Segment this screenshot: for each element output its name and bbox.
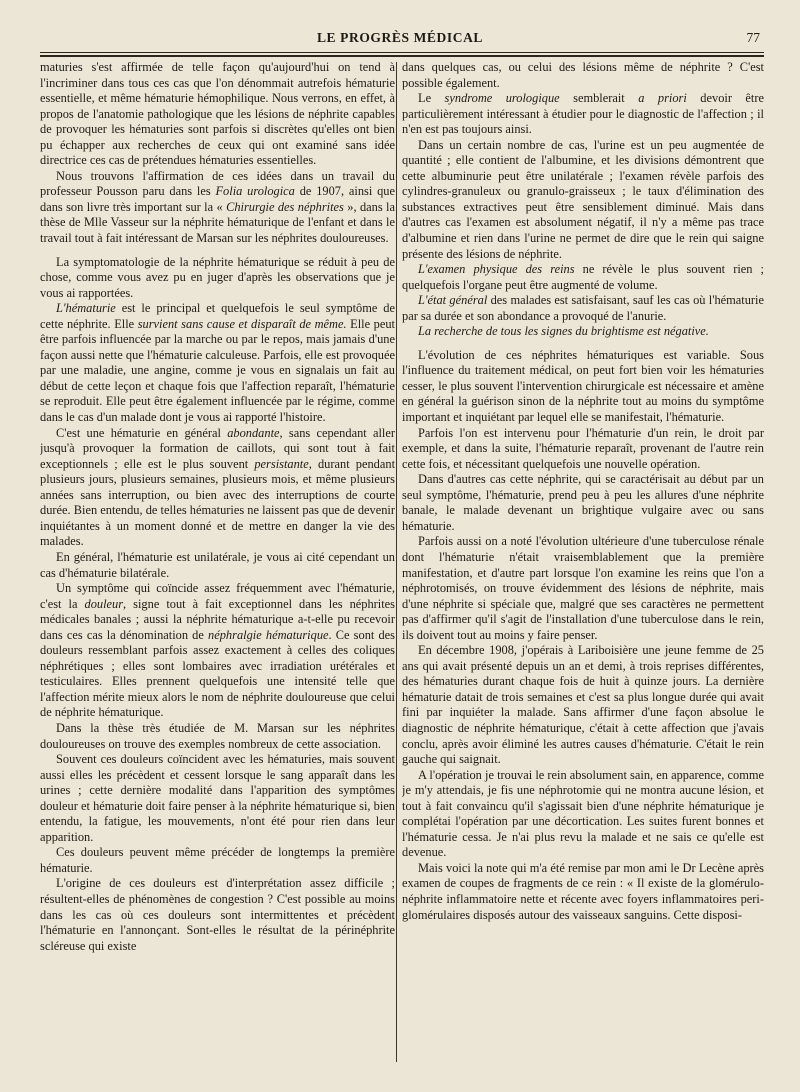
paragraph: C'est une hématurie en général abondante, sans cependant aller jusqu'à provoquer la formation de caillots, qui sont tout à fait exceptionnels ; elle est le plus souvent persistante, durant pendant plusieurs jours, plusieurs semaines, plusieurs mois, et même plusieurs années sans interruption, ou bien avec des interruptions de courte durée. Bien entendu, de telles hématuries ne laissent pas que de devenir inquiétantes à un moment donné et de mettre en danger la vie des malades. [40,425,395,549]
running-title: LE PROGRÈS MÉDICAL [316,30,484,45]
header-rule [40,52,764,53]
paragraph: Le syndrome urologique semblerait a priori devoir être particulièrement intéressant à étudier pour le diagnostic de l'affection ; il n'en est pas toujours ainsi. [402,91,764,137]
paragraph: Ces douleurs peuvent même précéder de longtemps la première hématurie. [40,845,395,875]
paragraph: L'évolution de ces néphrites hématuriques est variable. Sous l'influence du traitement médical, on peut fort bien voir les hématuries cesser, le plus souvent l'intervention chirurgicale est nécessaire et amène en général la guérison sinon de la néphrite tout au moins du symptôme important et inquiétant par lequel elle se manifestait, l'hématurie. [402,347,764,425]
paragraph: Souvent ces douleurs coïncident avec les hématuries, mais souvent aussi elles les précèdent et cessent lorsque le sang apparaît dans les urines ; cette dernière modalité dans l'apparition des symptômes douleur et hématurie doit faire penser à la néphrite hématurique si, bien entendu, la fatigue, les mouvements, n'ont été pour rien dans leur apparition. [40,752,395,844]
paragraph: Mais voici la note qui m'a été remise par mon ami le Dr Lecène après examen de coupes de fragments de ce rein : « Il existe de la glomérulo-néphrite inflammatoire nette et récente avec foyers inflammatoires peri-glomérulaires disposés autour des vaisseaux sanguins. Cette disposi- [402,860,764,922]
paragraph: L'origine de ces douleurs est d'interprétation assez difficile ; résultent-elles de phénomènes de congestion ? C'est possible au moins dans les cas où ces douleurs sont intermittentes et précèdent l'hématurie en l'annonçant. Sont-elles le résultat de la périnéphrite scléreuse qui existe [40,876,395,953]
column-divider [396,62,397,1062]
paragraph: L'hématurie est le principal et quelquefois le seul symptôme de cette néphrite. Elle survient sans cause et disparaît de même. Elle peut être parfois influencée par la marche ou par le repos, mais jamais d'une façon aussi nette que l'hématurie calculeuse. Parfois, elle est provoquée par une maladie, une angine, comme je vous en signalais un fait au début de cette leçon et chaque fois que l'affection reparaît, l'hématurie se reproduit. Elle peut être également influencée par le régime, comme dans le cas d'un malade dont je vous ai rapporté l'histoire. [40,301,395,425]
paragraph: dans quelques cas, ou celui des lésions même de néphrite ? C'est possible également. [402,60,764,90]
paragraph: L'examen physique des reins ne révèle le plus souvent rien ; quelquefois l'organe peut être augmenté de volume. [402,262,764,292]
paragraph: En général, l'hématurie est unilatérale, je vous ai cité cependant un cas d'hématurie bilatérale. [40,549,395,580]
paragraph: A l'opération je trouvai le rein absolument sain, en apparence, comme je m'y attendais, je fis une néphrotomie qui ne montra aucune lésion, et tout à fait convaincu qu'il s'agissait bien d'une néphrite hématurique je complétai l'opération par une décortication. Les suites furent bonnes et l'hématurie cessa. Je n'ai plus revu la malade et ne sais ce qu'elle est devenue. [402,767,764,860]
paragraph: Nous trouvons l'affirmation de ces idées dans un travail du professeur Pousson paru dans les Folia urologica de 1907, ainsi que dans son livre très important sur la « Chirurgie des néphrites », dans la thèse de Mlle Vasseur sur la néphrite hématurique de l'enfant et dans le travail tout à fait intéressant de Marsan sur les néphrites douloureuses. [40,168,395,246]
header-rule-double [40,55,764,57]
paragraph: La recherche de tous les signes du brightisme est négative. [418,324,709,339]
paragraph: maturies s'est affirmée de telle façon qu'aujourd'hui on tend à l'incriminer dans tous ces cas que l'on dénommait autrefois hématurie essentielle, et même hématurie hémophilique. Nous verrons, en effet, à propos de l'anatomie pathologique que les lésions de néphrite capables de provoquer les hématuries sont parfois si discrètes qu'elles ont bien pu échapper aux recherches de ceux qui ont examiné sans idée directrice ces cas de prétendues hématuries essentielles. [40,60,395,168]
paragraph: Un symptôme qui coïncide assez fréquemment avec l'hématurie, c'est la douleur, signe tout à fait exceptionnel dans les néphrites médicales banales ; aussi la néphrite hématurique a-t-elle pu recevoir dans ces cas la dénomination de néphralgie hématurique. Ce sont des douleurs ressemblant parfois assez exactement à celles des coliques néphrétiques ; elles sont lombaires avec irradiation urétérales et testiculaires. Elles prennent quelquefois une intensité telle que l'affection mérite mieux alors le nom de néphrite douloureuse que celui de néphrite hématurique. [40,581,395,720]
left-column [40,60,395,1070]
right-column [402,60,764,1070]
paragraph: La symptomatologie de la néphrite hématurique se réduit à peu de chose, comme vous avez pu en juger d'après les observations que je vous ai rapportées. [40,254,395,300]
paragraph: Parfois aussi on a noté l'évolution ultérieure d'une tuberculose rénale dont l'hématurie n'était vraisemblablement que la première manifestation, et d'autre part lorsque l'on examine les reins que l'on a néphrotomisés, on trouve évidemment des lésions de néphrite, mais d'une néphrite si spéciale que, malgré que ses caractères ne permettent pas d'affirmer qu'il s'agit de l'installation d'une tuberculose dans le rein, ils doivent tout au moins y faire penser. [402,534,764,642]
page-number: 77 [746,30,760,45]
paragraph: Dans d'autres cas cette néphrite, qui se caractérisait au début par un seul symptôme, l'hématurie, prend peu à peu les allures d'une néphrite banale, le malade devenant un brightique vulgaire avec ou sans hématurie. [402,472,764,533]
paragraph: Dans la thèse très étudiée de M. Marsan sur les néphrites douloureuses on trouve des exemples nombreux de cette association. [40,720,395,751]
paragraph: En décembre 1908, j'opérais à Lariboisière une jeune femme de 25 ans qui avait présenté depuis un an et demi, à trois reprises différentes, des hématuries durant chaque fois de huit à quinze jours. La dernière hématurie datait de trois semaines et c'est sa plus longue durée qui avait fini par inquiéter la malade. Sans affirmer d'une façon absolue le diagnostic de néphrite hématurique, c'était à cette affection que j'avais conclu, après avoir éliminé les autres causes d'hématurie. C'était le rein gauche qui saignait. [402,643,764,767]
paragraph: Dans un certain nombre de cas, l'urine est un peu augmentée de quantité ; elle contient de l'albumine, et les divisions démontrent que cette albuminurie peut être unilatérale ; l'examen révèle parfois des cylindres-granuleux ou granulo-graisseux ; le taux d'élimination des substances extractives peut être sensiblement diminué. Mais dans d'autres cas l'examen est absolument négatif, il n'y a même pas trace d'albumine et rien dans l'urine ne permet de dire que le rein qui saigne présente des lésions de néphrite. [402,137,764,261]
paragraph: L'état général des malades est satisfaisant, sauf les cas où l'hématurie par sa durée et son abondance a provoqué de l'anurie. [402,293,764,323]
paragraph: Parfois l'on est intervenu pour l'hématurie d'un rein, le droit par exemple, et dans la suite, l'hématurie reparaît, provenant de l'autre rein cette fois, et nécessitant quelquefois une nouvelle opération. [402,425,764,471]
page-header [40,28,760,50]
